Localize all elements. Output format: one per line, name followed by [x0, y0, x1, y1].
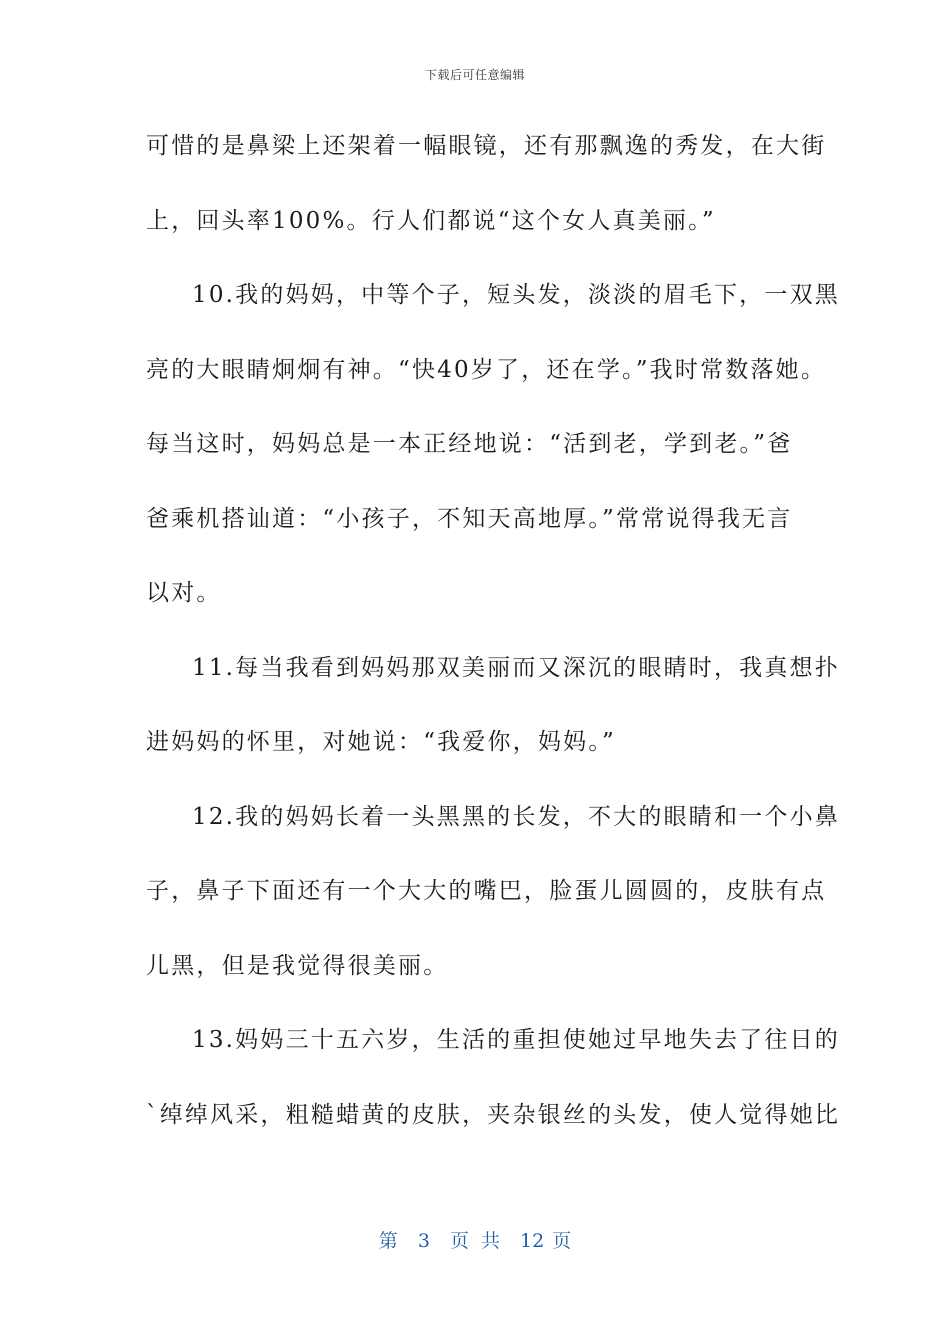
- text-line: `绰绰风采，粗糙蜡黄的皮肤，夹杂银丝的头发，使人觉得她比: [146, 1101, 841, 1128]
- text-line: 子，鼻子下面还有一个大大的嘴巴，脸蛋儿圆圆的，皮肤有点: [146, 878, 827, 904]
- text-line: 可惜的是鼻梁上还架着一幅眼镜，还有那飘逸的秀发，在大街: [146, 133, 827, 159]
- paragraph-start-13: 13.妈妈三十五六岁，生活的重担使她过早地失去了往日的: [192, 1027, 840, 1053]
- text-line: 进妈妈的怀里，对她说：“我爱你，妈妈。”: [146, 729, 617, 755]
- paragraph-start-10: 10.我的妈妈，中等个子，短头发，淡淡的眉毛下，一双黑: [192, 282, 840, 308]
- page-footer: [0, 1226, 950, 1253]
- text-line: 上，回头率100%。行人们都说“这个女人真美丽。”: [146, 207, 716, 234]
- text-line: 以对。: [146, 580, 222, 606]
- text-line: 亮的大眼睛炯炯有神。“快40岁了，还在学。”我时常数落她。: [146, 356, 827, 383]
- text-line: 每当这时，妈妈总是一本正经地说：“活到老，学到老。”爸: [146, 431, 793, 457]
- footer-middle: 页 共: [449, 1230, 500, 1252]
- text-line: 儿黑，但是我觉得很美丽。: [146, 952, 449, 979]
- footer-current-page: 3: [417, 1230, 430, 1252]
- paragraph-start-11: 11.每当我看到妈妈那双美丽而又深沉的眼睛时，我真想扑: [192, 654, 840, 681]
- footer-total-pages: 12: [520, 1230, 545, 1252]
- text-line: 爸乘机搭讪道：“小孩子，不知天高地厚。”常常说得我无言: [146, 505, 793, 532]
- page-header: 下载后可任意编辑: [424, 68, 525, 82]
- footer-suffix: 页: [552, 1230, 572, 1252]
- document-body: [146, 122, 841, 1165]
- footer-prefix: 第: [378, 1230, 398, 1252]
- paragraph-start-12: 12.我的妈妈长着一头黑黑的长发，不大的眼睛和一个小鼻: [192, 803, 840, 830]
